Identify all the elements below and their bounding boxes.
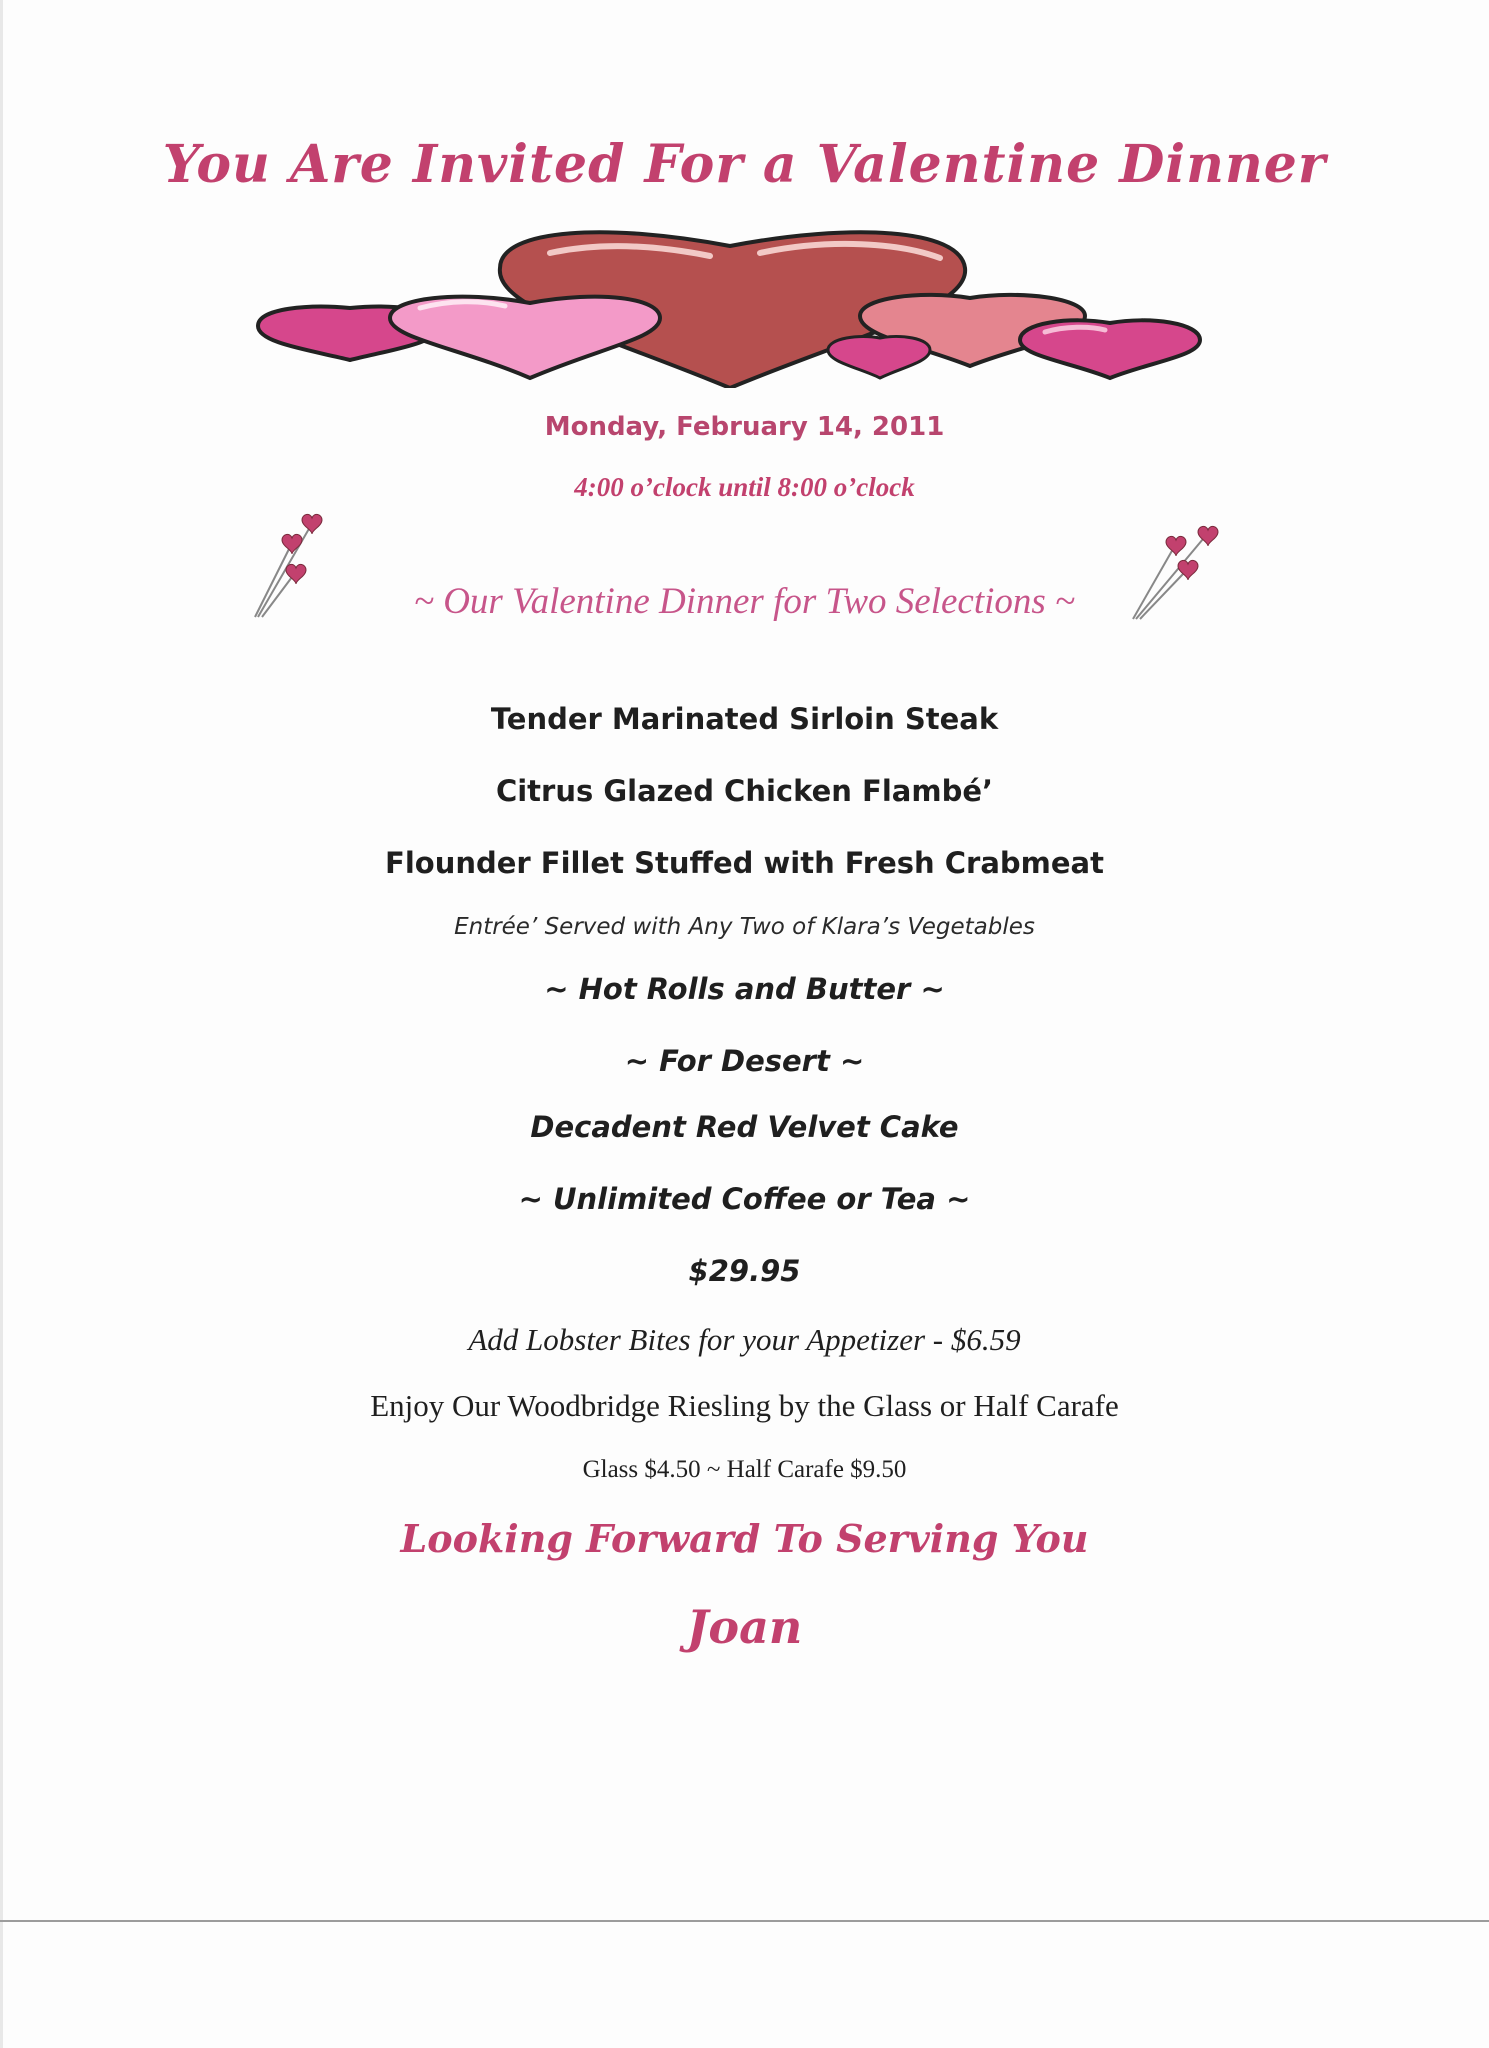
signature: Joan — [686, 1600, 803, 1654]
beverage-line: ~ Unlimited Coffee or Tea ~ — [518, 1182, 971, 1216]
invitation-title: You Are Invited For a Valentine Dinner — [162, 134, 1327, 195]
wine-prices: Glass $4.50 ~ Half Carafe $9.50 — [582, 1456, 907, 1483]
entree-chicken: Citrus Glazed Chicken Flambé’ — [495, 774, 994, 808]
page-divider — [0, 1920, 1489, 1922]
heart-picks-right-icon — [1128, 524, 1228, 624]
closing-message: Looking Forward To Serving You — [400, 1516, 1089, 1561]
hearts-cluster-graphic — [250, 228, 1210, 388]
entree-steak: Tender Marinated Sirloin Steak — [490, 702, 999, 736]
dessert-heading: ~ For Desert ~ — [624, 1044, 865, 1078]
entree-flounder: Flounder Fillet Stuffed with Fresh Crabmeat — [385, 846, 1104, 880]
wine-offer: Enjoy Our Woodbridge Riesling by the Glass or Half Carafe — [370, 1388, 1119, 1423]
rolls-line: ~ Hot Rolls and Butter ~ — [544, 972, 945, 1006]
scan-edge — [0, 0, 3, 2048]
event-date: Monday, February 14, 2011 — [544, 412, 945, 442]
dessert-item: Decadent Red Velvet Cake — [530, 1110, 959, 1144]
appetizer-offer: Add Lobster Bites for your Appetizer - $6.59 — [468, 1322, 1021, 1357]
section-heading: ~ Our Valentine Dinner for Two Selections ~ — [413, 581, 1076, 622]
event-time: 4:00 o’clock until 8:00 o’clock — [574, 472, 915, 502]
entree-note: Entrée’ Served with Any Two of Klara’s Vegetables — [454, 914, 1035, 940]
price: $29.95 — [688, 1254, 801, 1288]
